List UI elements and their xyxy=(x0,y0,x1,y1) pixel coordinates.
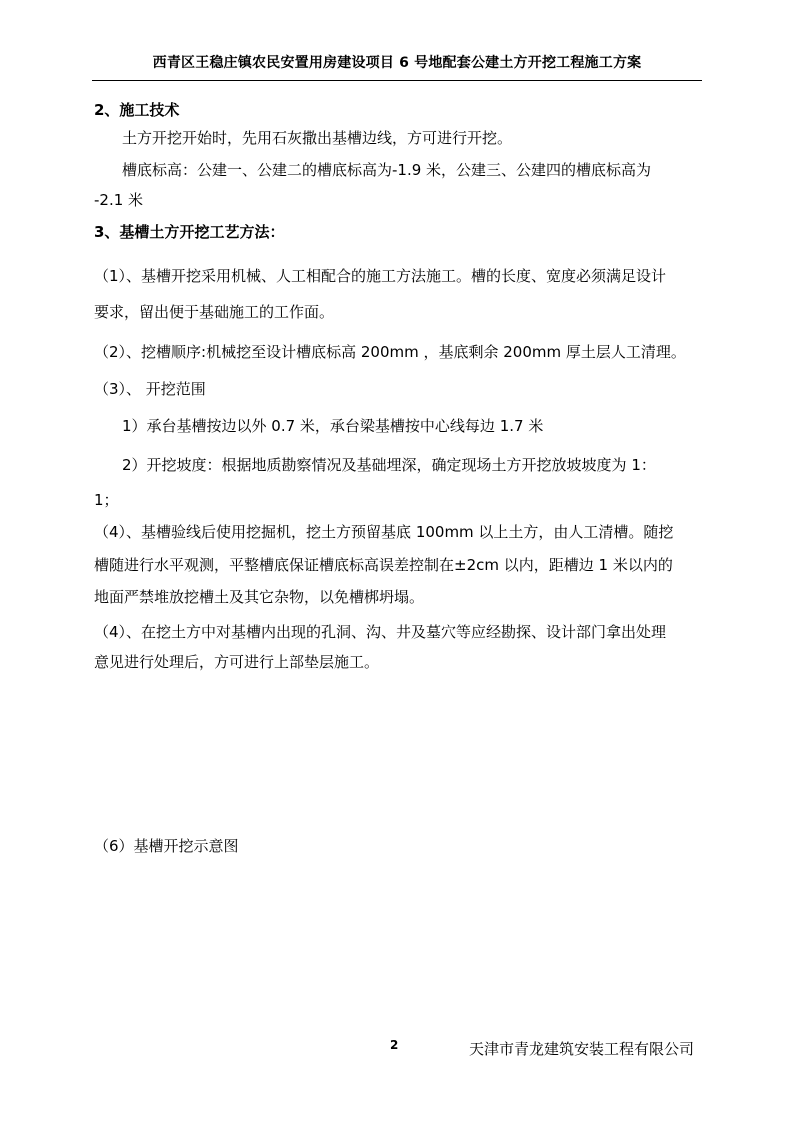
item-2: （2）、挖槽顺序:机械挖至设计槽底标高 200mm ，基底剩余 200mm 厚土层人工清理。 xyxy=(94,343,686,361)
item-1-line-1: （1）、基槽开挖采用机械、人工相配合的施工方法施工。槽的长度、宽度必须满足设计 xyxy=(94,267,667,285)
section-2-paragraph-1: 土方开挖开始时，先用石灰撒出基槽边线，方可进行开挖。 xyxy=(122,129,513,147)
section-2-paragraph-2-line-2: -2.1 米 xyxy=(94,191,144,209)
item-3-sub-1: 1）承台基槽按边以外 0.7 米，承台梁基槽按中心线每边 1.7 米 xyxy=(122,417,544,435)
page-number: 2 xyxy=(390,1038,399,1052)
header-divider xyxy=(92,80,702,81)
item-4a-line-3: 地面严禁堆放挖槽土及其它杂物，以免槽梆坍塌。 xyxy=(94,588,425,606)
section-3-heading: 3、基槽土方开挖工艺方法： xyxy=(94,223,285,241)
item-3-sub-2-line-2: 1； xyxy=(94,491,119,509)
item-4a-line-1: （4）、基槽验线后使用挖掘机，挖土方预留基底 100mm 以上土方，由人工清槽。随挖 xyxy=(94,523,674,541)
item-4b-line-1: （4）、在挖土方中对基槽内出现的孔洞、沟、井及墓穴等应经勘探、设计部门拿出处理 xyxy=(94,623,667,641)
item-4a-line-2: 槽随进行水平观测，平整槽底保证槽底标高误差控制在±2cm 以内，距槽边 1 米以内的 xyxy=(94,556,673,574)
document-header-title: 西青区王稳庄镇农民安置用房建设项目 6 号地配套公建土方开挖工程施工方案 xyxy=(152,55,642,71)
footer-company-name: 天津市青龙建筑安装工程有限公司 xyxy=(469,1040,695,1058)
item-1-line-2: 要求，留出便于基础施工的工作面。 xyxy=(94,303,335,321)
section-2-heading: 2、施工技术 xyxy=(94,101,180,119)
item-6-diagram-caption: （6）基槽开挖示意图 xyxy=(94,837,239,855)
item-4b-line-2: 意见进行处理后，方可进行上部垫层施工。 xyxy=(94,653,380,671)
item-3: （3）、 开挖范围 xyxy=(94,380,206,398)
section-2-paragraph-2-line-1: 槽底标高：公建一、公建二的槽底标高为-1.9 米，公建三、公建四的槽底标高为 xyxy=(122,161,652,179)
item-3-sub-2-line-1: 2）开挖坡度：根据地质勘察情况及基础埋深，确定现场土方开挖放坡坡度为 1： xyxy=(122,456,656,474)
